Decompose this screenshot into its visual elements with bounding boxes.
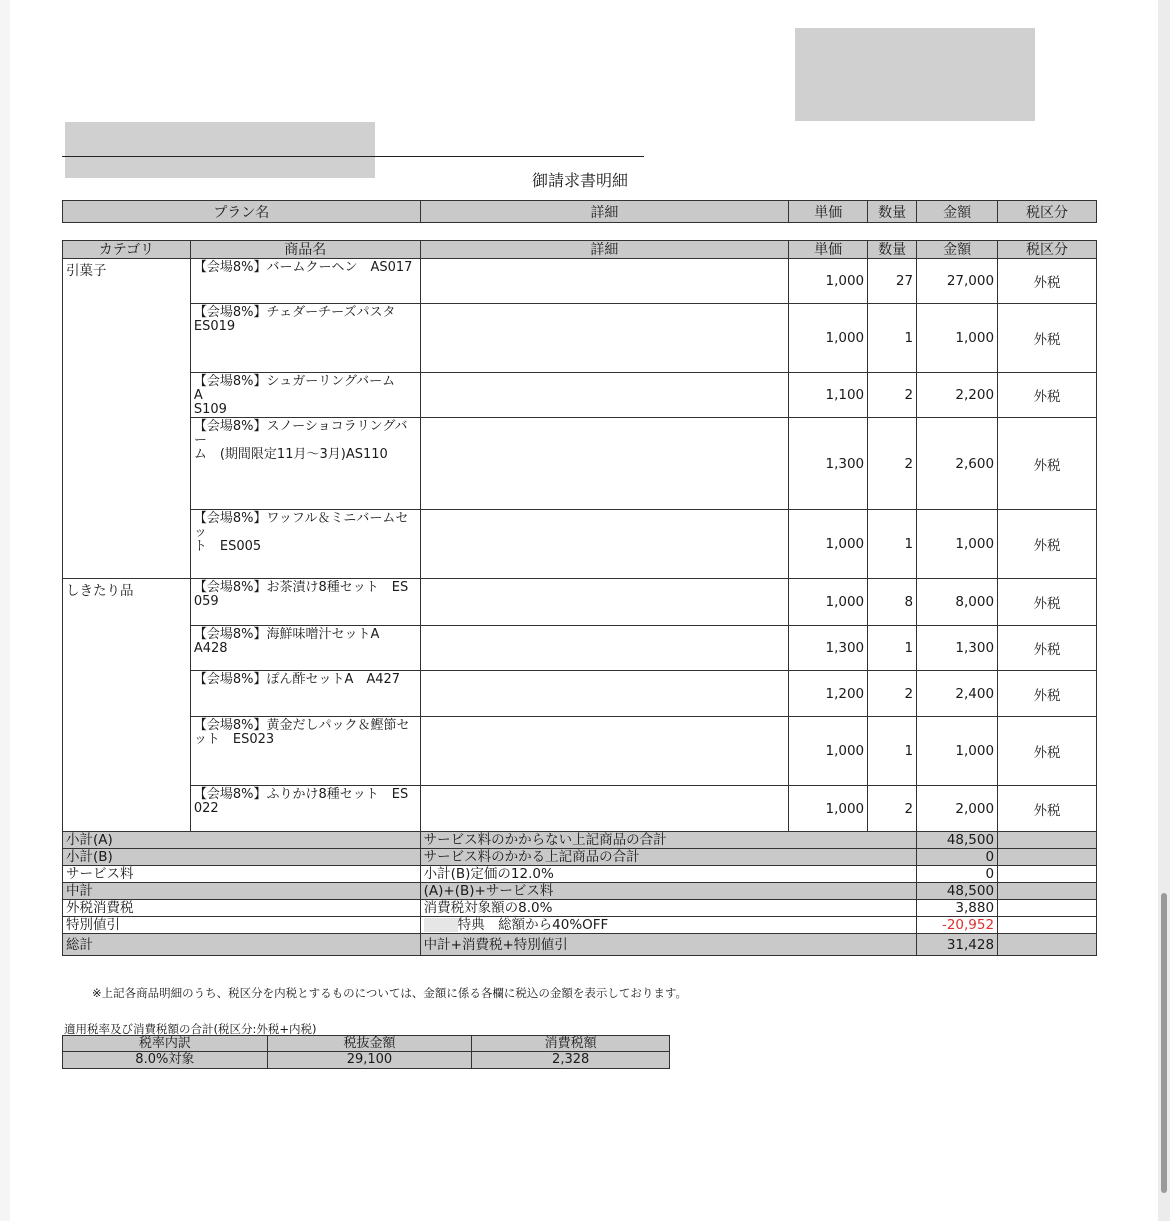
detail-cell (420, 626, 789, 671)
summary-amount: 31,428 (917, 934, 998, 956)
detail-cell (420, 510, 789, 579)
table-row (63, 304, 1097, 373)
table-row (63, 510, 1097, 579)
category-cell: 引菓子 (63, 259, 191, 579)
amount: 2,200 (917, 373, 998, 418)
tax-type: 外税 (998, 717, 1097, 786)
plan-header-amount: 金額 (917, 201, 998, 223)
summary-row-consumption-tax (63, 900, 1097, 917)
table-row (63, 671, 1097, 717)
product-name: 【会場8%】ワッフル＆ミニバームセッ ト ES005 (190, 510, 420, 579)
plan-table-header (63, 201, 1097, 223)
summary-desc: サービス料のかからない上記商品の合計 (420, 832, 916, 849)
table-row (63, 418, 1097, 510)
summary-row-midtotal (63, 883, 1097, 900)
tax-type: 外税 (998, 786, 1097, 832)
unit-price: 1,000 (789, 510, 868, 579)
product-name: 【会場8%】ぽん酢セットA A427 (190, 671, 420, 717)
product-name: 【会場8%】お茶漬け8種セット ES 059 (190, 579, 420, 626)
category-cell: しきたり品 (63, 579, 191, 832)
items-table (62, 240, 1097, 956)
summary-label: 総計 (63, 934, 421, 956)
summary-tax-cell (998, 934, 1097, 956)
product-name: 【会場8%】チェダーチーズパスタ ES019 (190, 304, 420, 373)
unit-price: 1,100 (789, 373, 868, 418)
table-row (63, 717, 1097, 786)
plan-header-detail: 詳細 (420, 201, 789, 223)
customer-name-underline (62, 156, 644, 157)
vertical-scrollbar[interactable] (1158, 0, 1170, 1221)
tax-header-tax: 消費税額 (472, 1036, 670, 1052)
product-name: 【会場8%】海鮮味噌汁セットA A428 (190, 626, 420, 671)
summary-row-grand-total (63, 934, 1097, 956)
table-row (63, 626, 1097, 671)
summary-label: 小計(A) (63, 832, 421, 849)
detail-cell (420, 259, 789, 304)
items-header-tax: 税区分 (998, 241, 1097, 259)
tax-header-rate: 税率内訳 (63, 1036, 268, 1052)
quantity: 2 (868, 671, 917, 717)
summary-desc: 小計(B)定価の12.0% (420, 866, 916, 883)
amount: 2,600 (917, 418, 998, 510)
product-name: 【会場8%】バームクーヘン AS017 (190, 259, 420, 304)
unit-price: 1,000 (789, 259, 868, 304)
amount: 1,000 (917, 717, 998, 786)
plan-header-tax: 税区分 (998, 201, 1097, 223)
detail-cell (420, 671, 789, 717)
tax-type: 外税 (998, 304, 1097, 373)
summary-tax-cell (998, 917, 1097, 934)
unit-price: 1,300 (789, 418, 868, 510)
quantity: 1 (868, 626, 917, 671)
amount: 1,000 (917, 510, 998, 579)
detail-cell (420, 579, 789, 626)
quantity: 2 (868, 786, 917, 832)
quantity: 1 (868, 304, 917, 373)
summary-row-subtotal-a (63, 832, 1097, 849)
product-name: 【会場8%】スノーショコラリングバー ム (期間限定11月～3月)AS110 (190, 418, 420, 510)
unit-price: 1,000 (789, 304, 868, 373)
detail-cell (420, 418, 789, 510)
items-header-detail: 詳細 (420, 241, 789, 259)
amount: 1,300 (917, 626, 998, 671)
redacted-customer-name (65, 122, 375, 178)
tax-display-note: ※上記各商品明細のうち、税区分を内税とするものについては、金額に係る各欄に税込の金額を表示しております。 (92, 986, 687, 1000)
summary-amount: 0 (917, 866, 998, 883)
quantity: 1 (868, 717, 917, 786)
tax-summary-caption: 適用税率及び消費税額の合計(税区分:外税+内税) (64, 1022, 317, 1036)
summary-desc: 特典 総額から40%OFF (457, 917, 609, 933)
table-row (63, 373, 1097, 418)
unit-price: 1,000 (789, 579, 868, 626)
amount: 1,000 (917, 304, 998, 373)
plan-header-qty: 数量 (868, 201, 917, 223)
redacted-discount-name (424, 918, 458, 932)
summary-label: サービス料 (63, 866, 421, 883)
quantity: 27 (868, 259, 917, 304)
summary-amount: -20,952 (917, 917, 998, 934)
summary-desc-cell (420, 917, 916, 934)
plan-header-plan-name: プラン名 (63, 201, 421, 223)
product-name: 【会場8%】シュガーリングバーム A S109 (190, 373, 420, 418)
items-table-header (63, 241, 1097, 259)
items-header-amount: 金額 (917, 241, 998, 259)
table-row (63, 259, 1097, 304)
summary-desc: 消費税対象額の8.0% (420, 900, 916, 917)
summary-amount: 0 (917, 849, 998, 866)
detail-cell (420, 373, 789, 418)
items-header-product: 商品名 (190, 241, 420, 259)
table-row (63, 786, 1097, 832)
tax-amount: 2,328 (472, 1052, 670, 1069)
summary-amount: 48,500 (917, 832, 998, 849)
summary-amount: 3,880 (917, 900, 998, 917)
summary-tax-cell (998, 849, 1097, 866)
tax-type: 外税 (998, 579, 1097, 626)
items-header-unit-price: 単価 (789, 241, 868, 259)
tax-type: 外税 (998, 259, 1097, 304)
product-name: 【会場8%】ふりかけ8種セット ES 022 (190, 786, 420, 832)
summary-row-service-fee (63, 866, 1097, 883)
amount: 2,000 (917, 786, 998, 832)
unit-price: 1,000 (789, 717, 868, 786)
tax-summary-header (63, 1036, 670, 1052)
table-row (63, 1052, 670, 1069)
summary-desc: 中計+消費税+特別値引 (420, 934, 916, 956)
tax-summary-table (62, 1035, 670, 1069)
items-header-qty: 数量 (868, 241, 917, 259)
unit-price: 1,000 (789, 786, 868, 832)
quantity: 8 (868, 579, 917, 626)
scrollbar-thumb[interactable] (1161, 893, 1167, 1193)
summary-tax-cell (998, 883, 1097, 900)
detail-cell (420, 717, 789, 786)
summary-row-subtotal-b (63, 849, 1097, 866)
summary-amount: 48,500 (917, 883, 998, 900)
summary-label: 中計 (63, 883, 421, 900)
summary-tax-cell (998, 866, 1097, 883)
tax-type: 外税 (998, 626, 1097, 671)
tax-type: 外税 (998, 418, 1097, 510)
tax-type: 外税 (998, 671, 1097, 717)
plan-table (62, 200, 1097, 223)
tax-type: 外税 (998, 510, 1097, 579)
tax-excluded-amount: 29,100 (267, 1052, 472, 1069)
summary-desc: サービス料のかかる上記商品の合計 (420, 849, 916, 866)
quantity: 1 (868, 510, 917, 579)
tax-type: 外税 (998, 373, 1097, 418)
redacted-company-block (795, 28, 1035, 121)
quantity: 2 (868, 373, 917, 418)
summary-label: 小計(B) (63, 849, 421, 866)
summary-label: 特別値引 (63, 917, 421, 934)
plan-header-unit-price: 単価 (789, 201, 868, 223)
unit-price: 1,300 (789, 626, 868, 671)
product-name: 【会場8%】黄金だしパック＆鰹節セ ット ES023 (190, 717, 420, 786)
table-row (63, 579, 1097, 626)
summary-tax-cell (998, 900, 1097, 917)
amount: 27,000 (917, 259, 998, 304)
detail-cell (420, 304, 789, 373)
summary-desc: (A)+(B)+サービス料 (420, 883, 916, 900)
tax-header-excl: 税抜金額 (267, 1036, 472, 1052)
detail-cell (420, 786, 789, 832)
summary-row-special-discount (63, 917, 1097, 934)
summary-tax-cell (998, 832, 1097, 849)
tax-rate: 8.0%対象 (63, 1052, 268, 1069)
quantity: 2 (868, 418, 917, 510)
amount: 2,400 (917, 671, 998, 717)
items-header-category: カテゴリ (63, 241, 191, 259)
unit-price: 1,200 (789, 671, 868, 717)
amount: 8,000 (917, 579, 998, 626)
summary-label: 外税消費税 (63, 900, 421, 917)
document-title: 御請求書明細 (531, 171, 628, 190)
